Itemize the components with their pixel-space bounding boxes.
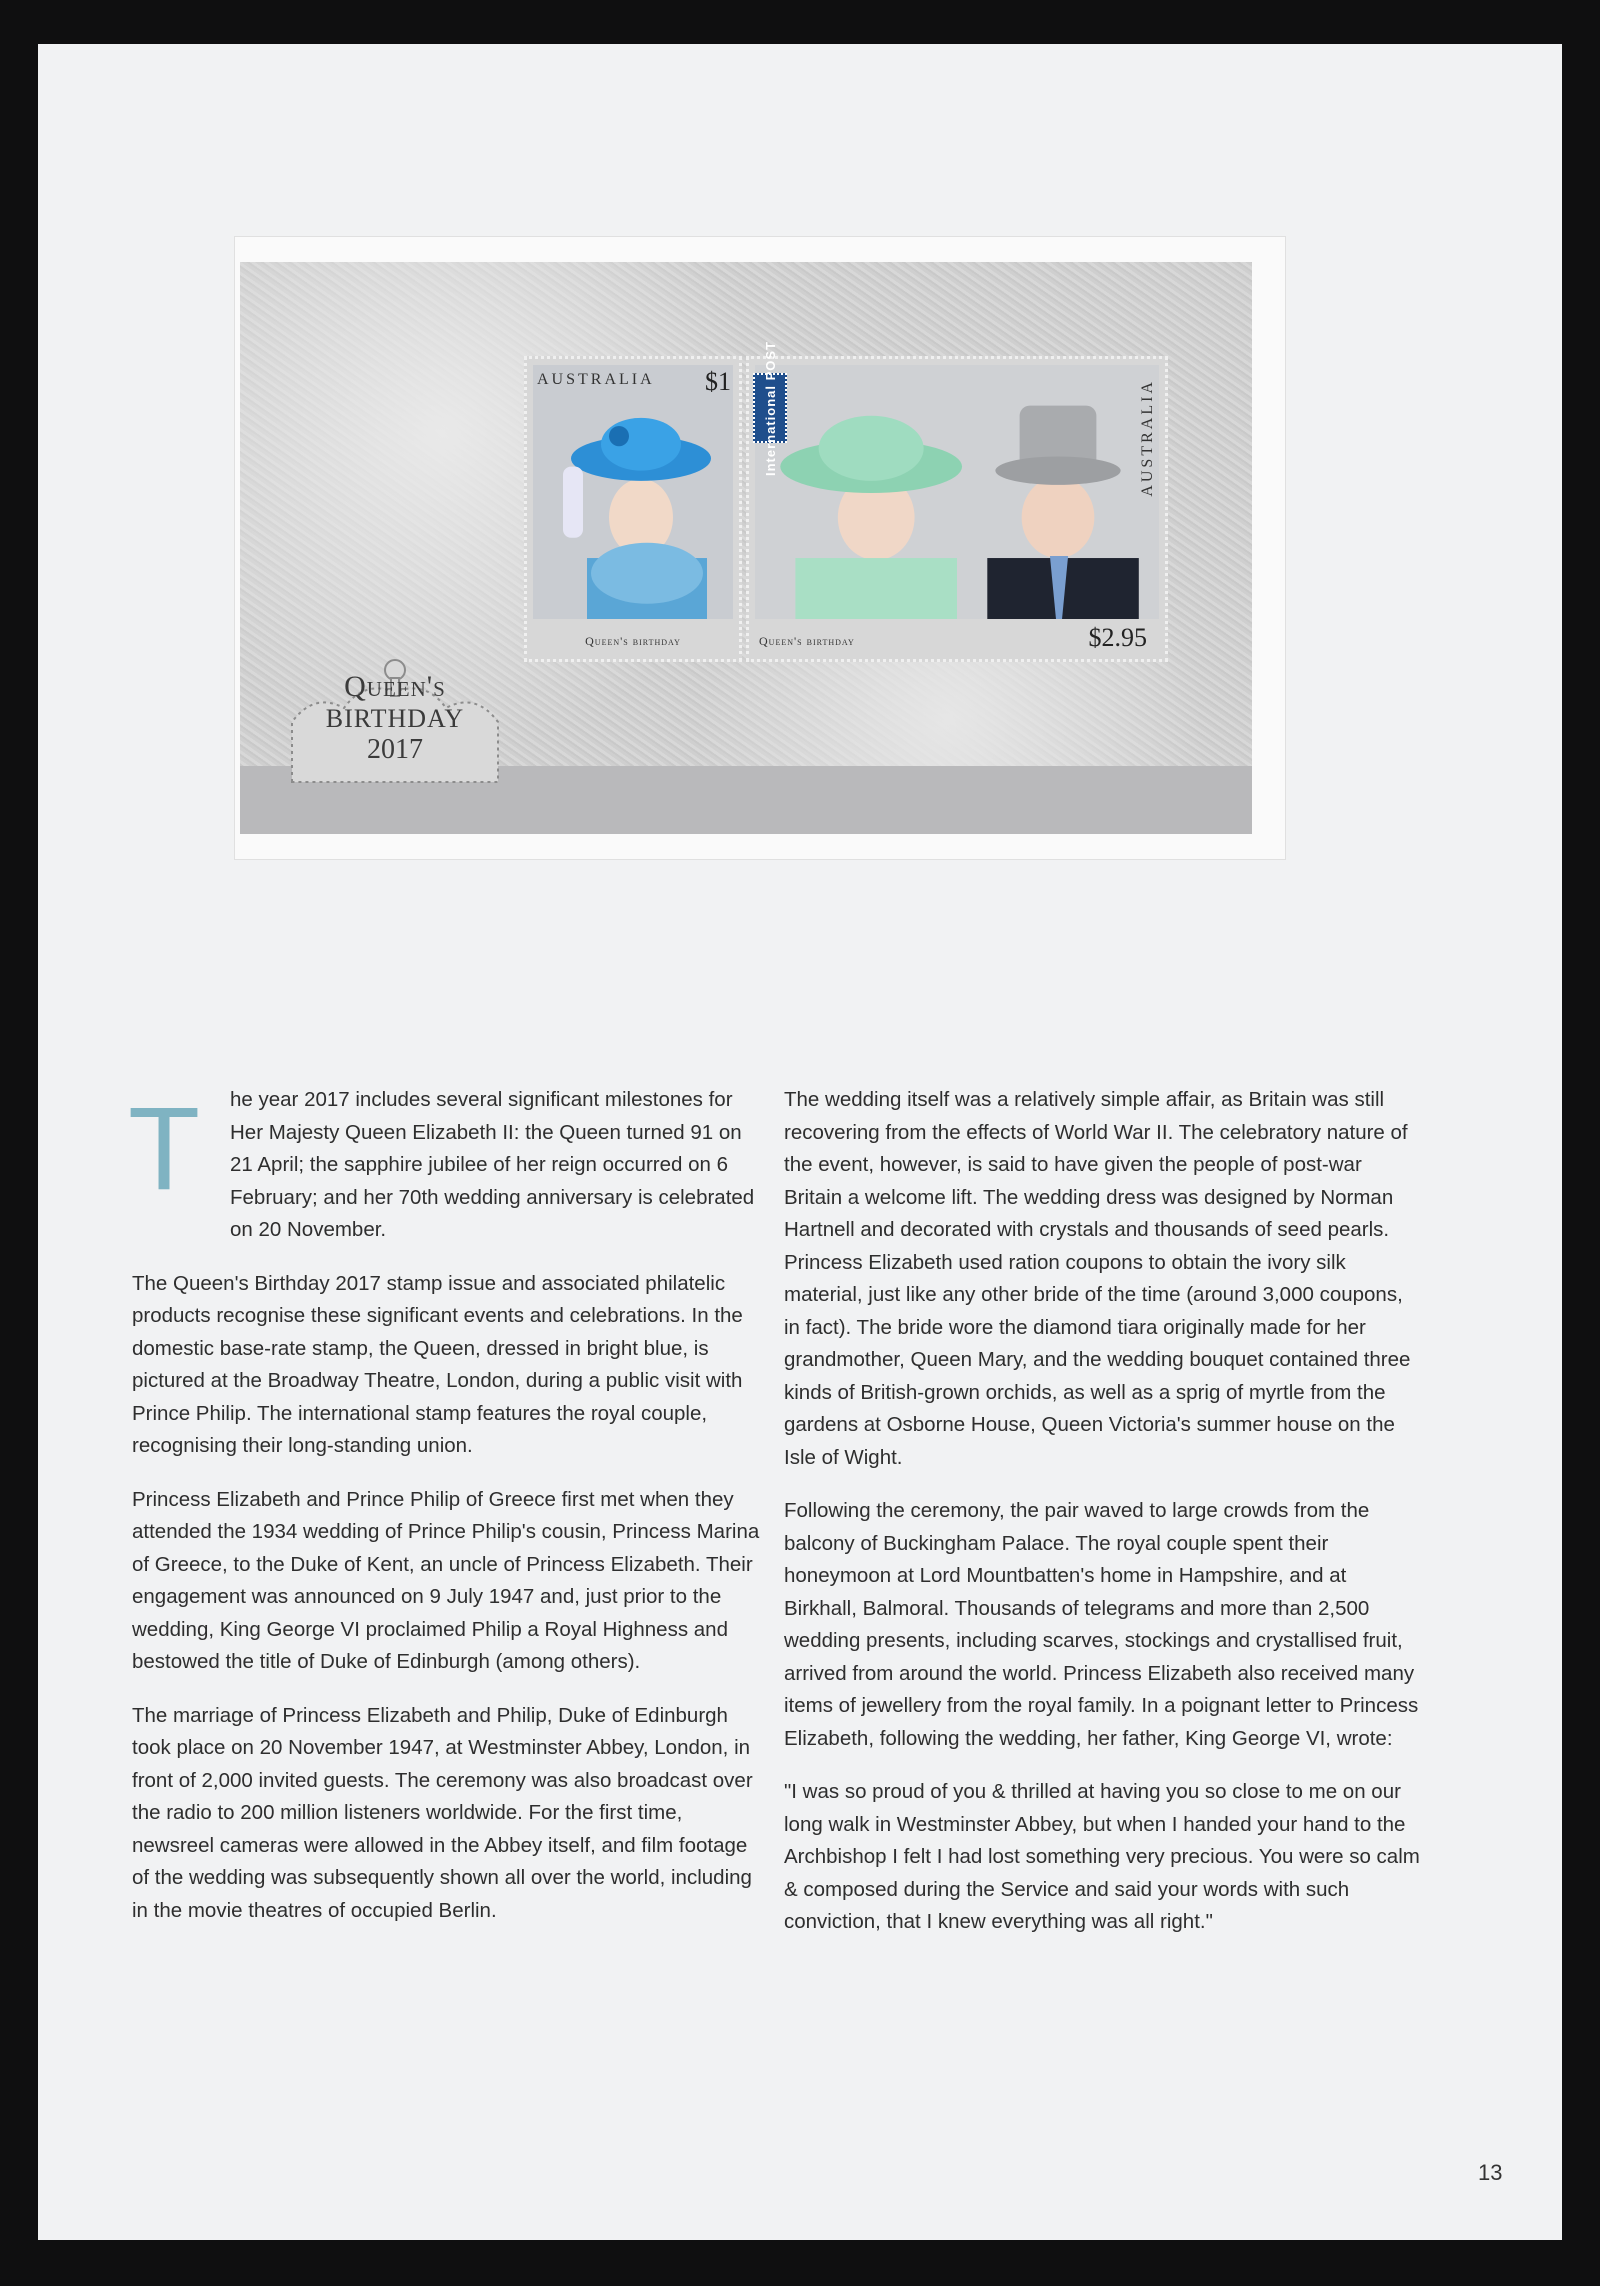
stamp-domestic-value: $1 [705, 367, 731, 396]
sheet-title-line2: BIRTHDAY [325, 704, 465, 733]
stamp-international-value: $2.95 [1088, 623, 1147, 652]
stamp-international-caption: Queen's birthday [759, 634, 855, 648]
stamp-domestic-country: AUSTRALIA [537, 371, 655, 388]
stamp-international-country: AUSTRALIA [1139, 379, 1156, 497]
international-post-badge [753, 340, 787, 476]
international-post-label: International POST [762, 340, 778, 476]
paragraph-first-meeting: Princess Elizabeth and Prince Philip of Greece first met when they attended the 1934 wedding of Prince Philip's cousin, Princess Marina of Greece, to the Duke of Kent, an uncle of Princess Elizabeth. Their engagement was announced on 9 July 1947 and, just prior to the wedding, King George VI proclaimed Philip a Royal Highness and bestowed the title of Duke of Edinburgh (among others). [132, 1487, 760, 1673]
sheet-title [284, 672, 506, 764]
stamp-domestic-caption: Queen's birthday [585, 634, 681, 648]
page-number: 13 [1478, 2160, 1503, 2185]
article-right-column [784, 1084, 1424, 1939]
king-george-quote: "I was so proud of you & thrilled at having you so close to me on our long walk in Westminster Abbey, but when I handed your hand to the Archbishop I felt I had lost something very precious. You were so calm & composed during the Service and said your words with such conviction, that I knew everything was all right." [784, 1780, 1420, 1933]
stamp-domestic [524, 356, 742, 662]
drop-cap: T [128, 1083, 201, 1215]
article-left-column [132, 1084, 760, 1927]
stamp-domestic-photo [533, 365, 733, 619]
intro-paragraph: he year 2017 includes several significant milestones for Her Majesty Queen Elizabeth II: the Queen turned 91 on 21 April; the sapphire jubilee of her reign occurred on 6 February; and her 70th wedding anniversary is celebrated on 20 November. [230, 1088, 755, 1241]
stamp-international-photo [755, 365, 1159, 619]
sheet-title-line1: Queen's [344, 670, 446, 703]
miniature-sheet [240, 262, 1252, 834]
paragraph-stamp-issue: The Queen's Birthday 2017 stamp issue and associated philatelic products recognise these significant events and celebrations. In the domestic base-rate stamp, the Queen, dressed in bright blue, is pictured at the Broadway Theatre, London, during a public visit with Prince Philip. The international stamp features the royal couple, recognising their long-standing union. [132, 1271, 743, 1457]
sheet-title-line3: 2017 [367, 734, 423, 765]
paragraph-wedding: The wedding itself was a relatively simple affair, as Britain was still recovering from the effects of World War II. The celebratory nature of the event, however, is said to have given the people of post-war Britain a welcome lift. The wedding dress was designed by Norman Hartnell and decorated with crystals and thousands of seed pearls. Princess Elizabeth used ration coupons to obtain the ivory silk material, just like any other bride of the time (around 3,000 coupons, in fact). The bride wore the diamond tiara originally made for her grandmother, Queen Mary, and the wedding bouquet contained three kinds of British-grown orchids, as well as a sprig of myrtle from the gardens at Osborne House, Queen Victoria's summer house on the Isle of Wight. [784, 1088, 1411, 1469]
paragraph-ceremony: Following the ceremony, the pair waved to large crowds from the balcony of Buckingham Palace. The royal couple spent their honeymoon at Lord Mountbatten's home in Hampshire, and at Birkhall, Balmoral. Thousands of telegrams and more than 2,500 wedding presents, including scarves, stockings and crystallised fruit, arrived from around the world. Princess Elizabeth also received many items of jewellery from the royal family. In a poignant letter to Princess Elizabeth, following the wedding, her father, King George VI, wrote: [784, 1499, 1419, 1750]
paragraph-marriage: The marriage of Princess Elizabeth and Philip, Duke of Edinburgh took place on 20 November 1947, at Westminster Abbey, London, in front of 2,000 invited guests. The ceremony was also broadcast over the radio to 200 million listeners worldwide. For the first time, newsreel cameras were allowed in the Abbey itself, and film footage of the wedding was subsequently shown all over the world, including in the movie theatres of occupied Berlin. [132, 1703, 753, 1922]
stamp-international [746, 340, 1168, 662]
